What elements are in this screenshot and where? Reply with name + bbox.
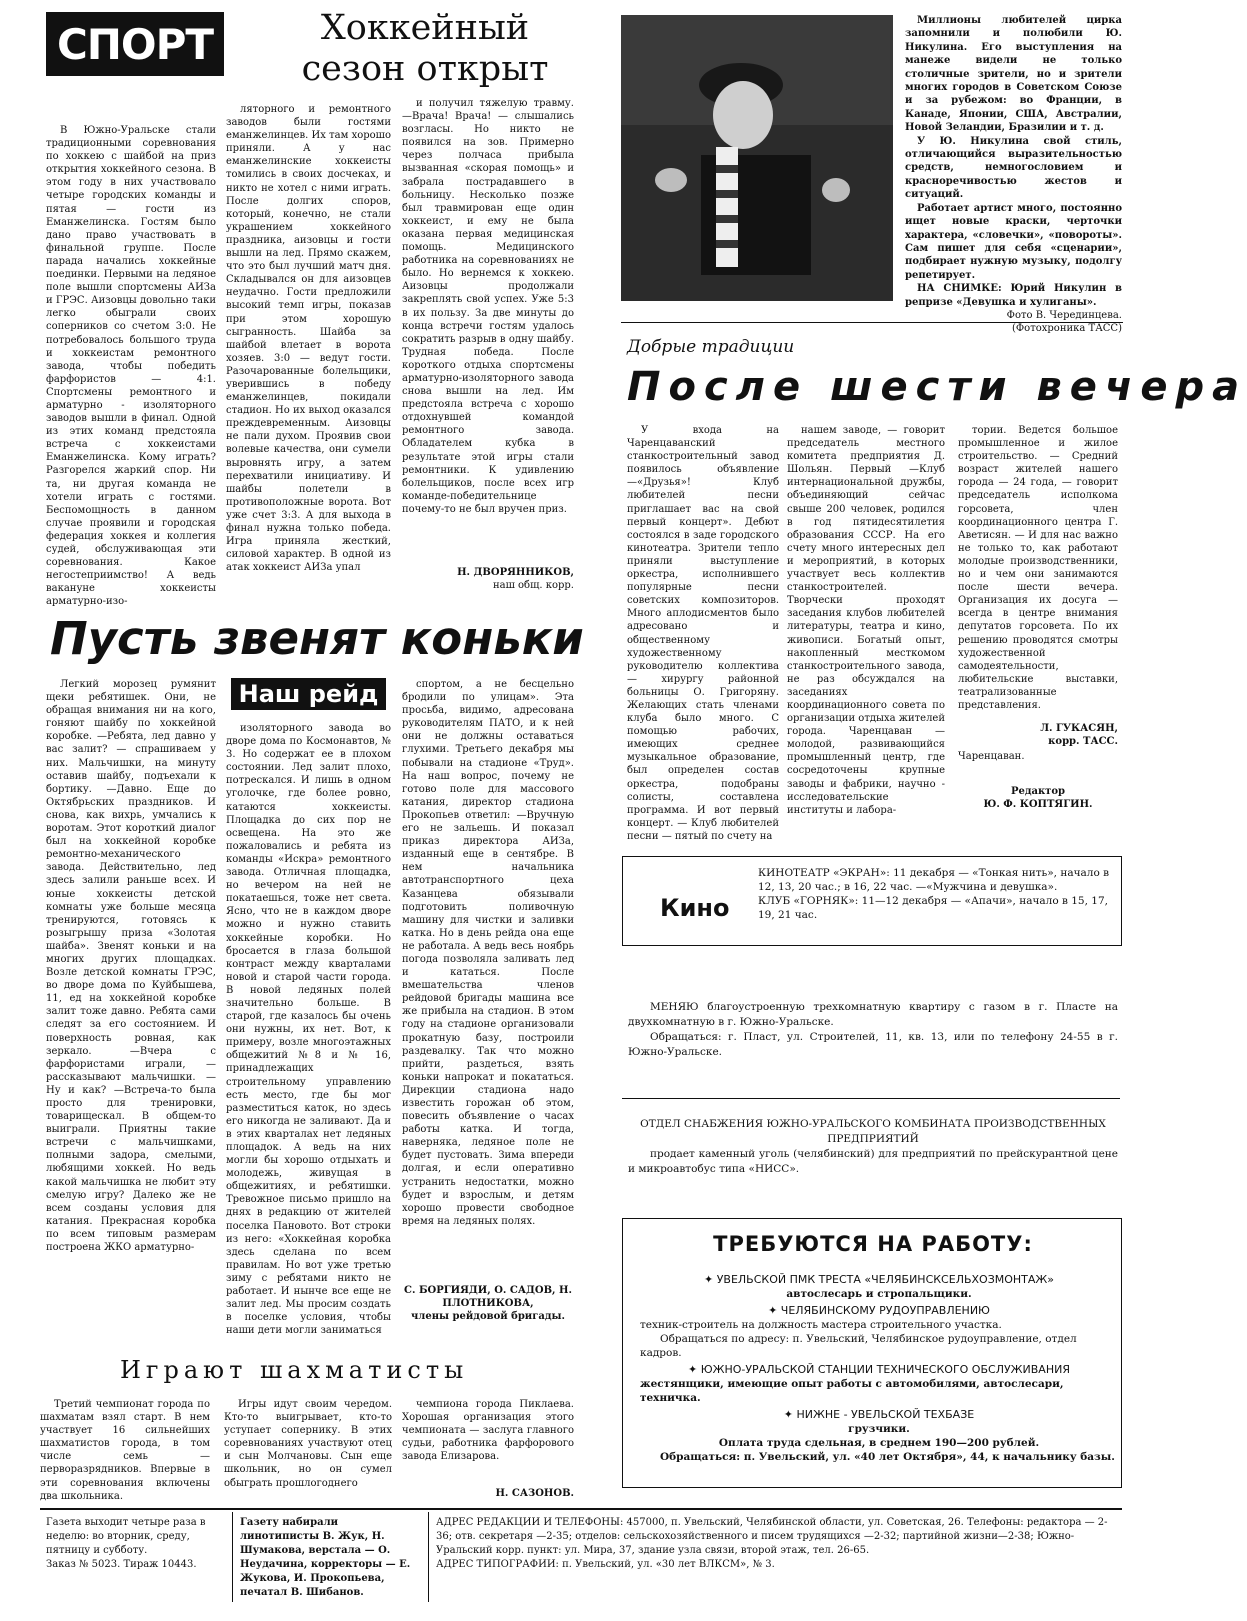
- traditions-headline: После шести вечера: [627, 364, 1247, 410]
- hockey-column-2: ляторного и ремонтного заводов были гостями еманжелинцев. Их там хорошо приняли. А у нас еманжелинские хоккеисты томились в своих досчеках, и никто не хотел с ними играть. После долгих споров, который, конечно, не стали украшением хоккейного праздника, аизовцы и гости вышли на лед. Прямо скажем, что это был лучший матч дня. Складывался он для аизовцев неудачно. Гости предложили высокий темп игры, показав при этом хорошую сыгранность. Шайба за шайбой влетает в ворота хозяев. 3:0 — ведут гости. Разочарованные болельщики, уверившись в победу еманжелинцев, покидали стадион. Но их выход оказался преждевременным. Аизовцы не пали духом. Проявив свои волевые качества, они сумели выровнять игру, а затем перехватили инициативу. И шайбы полетели в противоположные ворота. Вот уже счет 3:3. А для выхода в финал нужна только победа. Игра приняла жесткий, силовой характер. В одной из атак хоккеист АИЗа упал: [226, 104, 391, 574]
- footer-staff: Газету набирали линотиписты В. Жук, Н. Шумакова, верстала — О. Неудачина, корректоры — Е. Жукова, И. Прокопьева, печатал В. Шибанов.: [240, 1517, 411, 1598]
- divider: [428, 1512, 429, 1602]
- hockey-column-3: и получил тяжелую травму. —Врача! Врача! — слышались возгласы. Но никто не появился на зов. Примерно через полчаса прибыла вызванная «скорая помощь» и забрала пострадавшего в больницу. Несколько позже был травмирован еще один хоккеист, и ему не была оказана первая медицинская помощь. Медицинского работника на соревнованиях не было. Но вернемся к хоккею. Аизовцы продолжали закреплять свой успех. Уже 5:3 в их пользу. За две минуты до конца встречи гостям удалось сократить разрыв в одну шайбу. Трудная победа. После короткого отдыха спортсмены арматурно-изоляторного завода снова вышли на лед. Им предстояла встреча с хорошо отдохнувшей командой ремонтного завода. Обладателем кубка в результате этой игры стали ремонтники. К удивлению болельщиков, после всех игр команде-победительнице почему-то не был вручен приз.: [402, 98, 574, 515]
- photo-nikulin: [621, 15, 893, 301]
- hockey-headline: [260, 8, 590, 90]
- raid-column-3: спортом, а не бесцельно бродили по улицам». Эта просьба, видимо, адресована руководителям ПАТО, и к ней они не должны оставаться глухими. Третьего декабря мы побывали на стадионе «Труд». На наш вопрос, почему не готово поле для массового катания, директор стадиона Прокопьев ответил: —Вручную его не зальешь. И показал приказ директора АИЗа, изданный еще в сентябре. В нем начальника автотранспортного цеха Казанцева обязывали подготовить поливочную машину для чистки и заливки катка. Но в день рейда она еще не работала. А ведь весь ноябрь погода позволяла заливать лед и кататься. После вмешательства членов рейдовой бригады машина все же прибыла на стадион. В этом году на стадионе организовали прокатную базу, построили раздевалку. Так что можно прийти, раздеться, взять коньки напрокат и покататься. Дирекции стадиона надо известить горожан об этом, повесить объявление о часах работы катка. И тогда, наверняка, ледяное поле не будет пустовать. Зима впереди долгая, и если оперативно устранить недостатки, можно будет и взрослым, и детям хорошо провести свободное время на ледяных полях.: [402, 679, 574, 1227]
- section-masthead: СПОРТ: [46, 12, 224, 76]
- hockey-signature: Н. ДВОРЯННИКОВ, наш общ. корр.: [457, 567, 574, 591]
- footer-frequency: Газета выходит четыре раза в неделю: во вторник, среду, пятницу и субботу. Заказ № 5023. Тираж 10443.: [46, 1517, 206, 1570]
- kino-label: Кино: [660, 894, 730, 922]
- traditions-kicker: Добрые традиции: [627, 337, 795, 357]
- raid-column-2: изоляторного завода во дворе дома по Космонавтов, № 3. Но содержат ее в плохом состоянии. Лед залит плохо, потрескался. И лишь в одном уголочке, где более ровно, катаются хоккеисты. Площадка до сих пор не освещена. На это же пожаловались и ребята из команды «Искра» ремонтного завода. Отличная площадка, но вечером на ней не покатаешься, тоже нет света. Ясно, что не в каждом дворе можно и нужно ставить хоккейные коробки. Но бросается в глаза большой контраст между кварталами новой и старой части города. В новой ледяных полей значительно больше. В старой, где казалось бы очень они нужны, их нет. Вот, к примеру, возле многоэтажных общежитий №8 и № 16, принадлежащих строительному управлению есть место, где бы мог разместиться каток, но здесь его никогда не заливают. Да и в этих кварталах нет ледяных площадок. А ведь на них могли бы хорошо отдыхать и молодежь, живущая в общежитиях, и ребятишки. Тревожное письмо пришло на днях в редакцию от жителей поселка Пановото. Вот строки из него: «Хоккейная коробка здесь сделана по всем правилам. Но вот уже третью зиму с ребятами никто не работает. И нынче все еще не залит лед. Мы просим создать в поселке условия, чтобы наши дети могли заниматься: [226, 723, 391, 1337]
- chess-column-3: чемпиона города Пиклаева. Хорошая организация этого чемпионата — заслуга главного судьи, работника фарфорового завода Елизарова.: [402, 1399, 574, 1463]
- hockey-headline-line1: Хоккейный: [320, 8, 530, 48]
- divider: [622, 1098, 1120, 1099]
- chess-signature: Н. САЗОНОВ.: [495, 1488, 574, 1499]
- chess-headline: Играют шахматисты: [120, 1356, 469, 1384]
- ad-apartment-exchange: МЕНЯЮ благоустроенную трехкомнатную квартиру с газом в г. Пласте на двухкомнатную в г. Южно-Уральске. Обращаться: г. Пласт, ул. Строителей, 11, кв. 13, или по телефону 24-55 в г. Южно-Уральске.: [628, 1001, 1118, 1058]
- traditions-signature: Л. ГУКАСЯН, корр. ТАСС.: [1040, 723, 1118, 747]
- raid-signature: С. БОРГИЯДИ, О. САДОВ, Н. ПЛОТНИКОВА, члены рейдовой бригады.: [404, 1285, 572, 1322]
- skates-headline: Пусть звенят коньки: [50, 612, 584, 665]
- photo-caption: Миллионы любителей цирка запомнили и полюбили Ю. Никулина. Его выступления на манеже видели не только столичные зрители, но и зрители многих городов в Советском Союзе и за рубежом: во Франции, в Канаде, Японии, США, Австралии, Новой Зеландии, Бразилии и т. д. У Ю. Никулина свой стиль, отличающийся выразительностью средств, немногословием и красноречивостью жестов и ситуаций. Работает артист много, постоянно ищет новые краски, черточки характера, «словечки», «повороты». Сам пишет для себя «сценарии», подбирает нужную музыку, подолгу репетирует. НА СНИМКЕ: Юрий Никулин в репризе «Девушка и хулиганы». Фото В. Черединцева. (Фотохроника ТАСС): [905, 15, 1122, 335]
- skates-column-1: Легкий морозец румянит щеки ребятишек. Они, не обращая внимания ни на кого, гоняют шайбу по хоккейной коробке. —Ребята, лед давно у вас залит? — спрашиваем у них. Мальчишки, на минуту оставив шайбу, подъехали к бортику. —Давно. Еще до Октябрьских праздников. И снова, как вихрь, умчались к воротам. Этот короткий диалог был на хоккейной коробке ремонтно-механического завода. Действительно, лед здесь залили раньше всех. И юные хоккеисты детской комнаты уже больше месяца тренируются, готовясь к розыгрышу приза «Золотая шайба». Звенят коньки и на многих других площадках. Возле детской комнаты ГРЭС, во дворе дома по Куйбышева, 11, ед на хоккейной коробке залит тоже давно. Ребята сами следят за его состоянием. И поверхность ровная, как зеркало. —Вчера с фарфористами играли, — рассказывают мальчишки. —Ну и как? —Встреча-то была просто для тренировки, товарищескал. В общем-то выиграли. Приятны такие встречи с мальчишками, полными задора, смелыми, любящими хоккей. Но ведь какой мальчишка не любит эту смелую игру? Далеко же не всем созданы условия для катания. Прекрасная коробка по всем типовым размерам построена ЖКО арматурно-: [46, 679, 216, 1254]
- kino-listings: КИНОТЕАТР «ЭКРАН»: 11 декабря — «Тонкая нить», начало в 12, 13, 20 час.; в 16, 22 час. —«Мужчина и девушка». КЛУБ «ГОРНЯК»: 11—12 декабря — «Апачи», начало в 15, 17, 19, 21 час.: [758, 867, 1110, 921]
- traditions-place: Чаренцаван.: [958, 751, 1025, 762]
- raid-badge: Наш рейд: [231, 678, 386, 710]
- chess-column-2: Игры идут своим чередом. Кто-то выигрывает, кто-то уступает сопернику. В этих соревнованиях участвуют отец и сын Молчановы. Сын еще школьник, но он сумел обыграть прошлогоднего: [224, 1399, 392, 1489]
- editor-line: Редактор Ю. Ф. КОПТЯГИН.: [983, 786, 1093, 810]
- footer-address: АДРЕС РЕДАКЦИИ И ТЕЛЕФОНЫ: 457000, п. Увельский, Челябинской области, ул. Советская, 26. Телефоны: редактора — 2-36; отв. секретаря —2-35; отделов: сельскохозяйственного и писем трудящихся —2-32; партийной жизни—2-38; Южно-Уральский корр. пункт: ул. Мира, 37, здание узла связи, второй этаж, тел. 26-65. АДРЕС ТИПОГРАФИИ: п. Увельский, ул. «30 лет ВЛКСМ», № 3.: [436, 1517, 1108, 1570]
- jobs-list: ✦ УВЕЛЬСКОЙ ПМК ТРЕСТА «ЧЕЛЯБИНСКСЕЛЬХОЗМОНТАЖ» автослесарь и стропальщики. ✦ ЧЕЛЯБИНСКОМУ РУДОУПРАВЛЕНИЮ техник-строитель на должность мастера строительного участка. Обращаться по адресу: п. Увельский, Челябинское рудоуправление, отдел кадров. ✦ ЮЖНО-УРАЛЬСКОЙ СТАНЦИИ ТЕХНИЧЕСКОГО ОБСЛУЖИВАНИЯ жестянщики, имеющие опыт работы с автомобилями, автослесари, техничка. ✦ НИЖНЕ - УВЕЛЬСКОЙ ТЕХБАЗЕ грузчики. Оплата труда сдельная, в среднем 190—200 рублей. Обращаться: п. Увельский, ул. «40 лет Октября», 44, к начальнику базы.: [640, 1273, 1115, 1463]
- chess-column-1: Третий чемпионат города по шахматам взял старт. В нем участвует 16 сильнейших шахматистов города, в том числе семь — перворазрядников. Впервые в эти соревнования включены два школьника.: [40, 1399, 210, 1502]
- divider: [621, 322, 1123, 323]
- footer-rule: [40, 1508, 1122, 1510]
- jobs-title: ТРЕБУЮТСЯ НА РАБОТУ:: [713, 1232, 1033, 1256]
- traditions-column-2: нашем заводе, — говорит председатель местного комитета предприятия Д. Шольян. Первый —Клуб интернациональной дружбы, объединяющий сейчас свыше 200 человек, родился в год пятидесятилетия образования СССР. На его счету много интересных дел и мероприятий, в которых участвует весь коллектив станкостроителей. Творчески проходят заседания клубов любителей литературы, театра и кино, живописи. Богатый опыт, накопленный месткомом станкостроительного завода, не раз обсуждался на заседаниях координационного совета по организации отдыха жителей города. Чаренцаван — молодой, развивающийся промышленный центр, где сосредоточены крупные заводы и фабрики, научно - исследовательские институты и лабора-: [787, 425, 946, 816]
- hockey-headline-line2: сезон открыт: [301, 49, 549, 89]
- traditions-column-1: У входа на Чаренцаванский станкостроительный завод появилось объявление —«Друзья»! Клуб любителей песни приглашает вас на свой первый концерт». Дебют состоялся в заде городского кинотеатра. Зрители тепло приняли выступление оркестра, исполнившего популярные песни советских композиторов. Много аплодисментов было адресовано и общественному художественному руководителю коллектива — хирургу районной больницы О. Григоряну. Желающих стать членами клуба было много. С помощью рабочих, имеющих среднее музыкальное образование, был определен состав оркестра, подобраны солисты, составлена программа. И вот первый концерт. — Клуб любителей песни — пятый по счету на: [627, 425, 779, 842]
- divider: [232, 1512, 233, 1602]
- traditions-column-3: тории. Ведется большое промышленное и жилое строительство. — Средний возраст жителей нашего города — 24 года, — говорит председатель исполкома горсовета, член координационного центра Г. Аветисян. — И для нас важно не только то, как работают молодые производственники, но и чем они занимаются после шести вечера. Организация их досуга — всегда в центре внимания депутатов горсовета. По их решению проводятся смотры художественной самодеятельности, любительские выставки, театрализованные представления.: [958, 425, 1118, 711]
- ad-supply-dept: ОТДЕЛ СНАБЖЕНИЯ ЮЖНО-УРАЛЬСКОГО КОМБИНАТА ПРОИЗВОДСТВЕННЫХ ПРЕДПРИЯТИЙ продает каменный уголь (челябинский) для предприятий по прейскурантной цене и микроавтобус типа «НИСС».: [628, 1118, 1118, 1175]
- hockey-column-1: В Южно-Уральске стали традиционными соревнования по хоккею с шайбой на приз открытия хоккейного сезона. В этом году в них участвовало четыре городских команды и пятая — гости из Еманжелинска. Гостям было дано право участвовать в финальной группе. После парада начались хоккейные поединки. Первыми на ледяное поле вышли спортсмены АИЗа и ГРЭС. Аизовцы довольно таки легко обыграли своих соперников со счетом 3:0. Не потребовалось большого труда и хоккеистам ремонтного завода, чтобы победить фарфористов — 4:1. Спортсмены ремонтного и арматурно - изоляторного заводов вышли в финал. Одной из этих команд предстояла встреча с хоккеистами Еманжелинска. Кому играть? Разгорелся жаркий спор. Ни та, ни другая команда не хотели играть с гостями. Беспомощность в данном случае проявили и городская федерация хоккея и коллегия судей, обслуживающая эти соревнования. Какое негостеприимство! А ведь вакануне хоккеисты арматурно-изо-: [46, 125, 216, 608]
